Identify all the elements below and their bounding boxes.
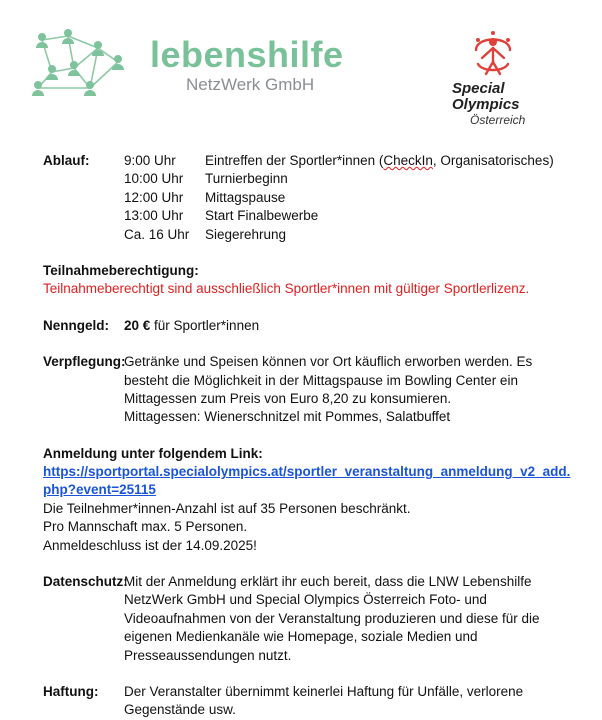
section-datenschutz xyxy=(43,573,563,665)
datenschutz-line: Videoaufnahmen von der Veranstaltung produzieren und diese für die xyxy=(124,610,540,626)
nenngeld-text: für Sportler*innen xyxy=(150,317,260,333)
so-title-line2: Olympics xyxy=(452,96,520,113)
datenschutz-line: Presseaussendungen nutzt. xyxy=(124,647,292,663)
special-olympics-logo-icon xyxy=(468,28,518,78)
schedule-item xyxy=(43,152,563,170)
datenschutz-line: NetzWerk GmbH und Special Olympics Österreich Foto- und xyxy=(124,592,487,608)
so-title-line1: Special xyxy=(452,80,505,97)
schedule-item xyxy=(43,170,563,188)
schedule-item xyxy=(43,207,563,225)
section-nenngeld xyxy=(43,317,563,335)
schedule-text-end: , Organisatorisches) xyxy=(432,153,554,168)
section-ablauf xyxy=(43,152,563,244)
nenngeld-amount: 20 € xyxy=(124,317,151,333)
datenschutz-label: Datenschutz: xyxy=(43,574,128,590)
teilnahme-text: Teilnahmeberechtigt sind ausschließlich Sportler*innen mit gültiger Sportlerlizenz. xyxy=(43,281,530,297)
haftung-label: Haftung: xyxy=(43,683,99,699)
schedule-text-spellmark: CheckIn xyxy=(383,153,433,168)
section-haftung xyxy=(43,683,563,720)
section-anmeldung xyxy=(43,445,571,555)
page-header xyxy=(0,0,602,140)
anmeldung-label: Anmeldung unter folgendem Link: xyxy=(43,445,263,461)
nenngeld-label: Nenngeld: xyxy=(43,317,109,333)
schedule-text: Start Finalbewerbe xyxy=(205,208,319,224)
anmeldung-line: Pro Mannschaft max. 5 Personen. xyxy=(43,519,248,535)
schedule-text: Siegerehrung xyxy=(205,226,287,242)
verpflegung-line: Mittagessen: Wienerschnitzel mit Pommes, Salatbuffet xyxy=(124,409,451,425)
schedule-time: 9:00 Uhr xyxy=(124,153,176,168)
anmeldung-line: Anmeldeschluss ist der 14.09.2025! xyxy=(43,537,257,553)
schedule-time: 10:00 Uhr xyxy=(124,171,184,187)
schedule-time: 12:00 Uhr xyxy=(124,189,184,205)
datenschutz-line: eigenen Medienkanäle wie Homepage, soziale Medien und xyxy=(124,629,478,645)
section-verpflegung xyxy=(43,353,563,427)
schedule-text: Eintreffen der Sportler*innen ( xyxy=(205,153,384,168)
org-subtitle: NetzWerk GmbH xyxy=(186,75,315,94)
document-body xyxy=(43,152,571,720)
network-people-logo-icon xyxy=(30,26,140,104)
teilnahme-label: Teilnahmeberechtigung: xyxy=(43,262,199,278)
verpflegung-line: Getränke und Speisen können vor Ort käuflich erworben werden. Es xyxy=(124,354,533,370)
verpflegung-line: Mittagessen zum Preis von Euro 8,20 zu konsumieren. xyxy=(124,390,452,406)
org-name: lebenshilfe xyxy=(150,34,344,75)
verpflegung-label: Verpflegung: xyxy=(43,354,126,370)
haftung-line: Der Veranstalter übernimmt keinerlei Haftung für Unfälle, verlorene xyxy=(124,683,524,699)
anmeldung-line: Die Teilnehmer*innen-Anzahl ist auf 35 Personen beschränkt. xyxy=(43,500,411,516)
schedule-item xyxy=(43,226,563,244)
schedule-text: Turnierbeginn xyxy=(205,171,288,187)
ablauf-label: Ablauf: xyxy=(43,153,90,168)
schedule-item xyxy=(43,189,563,207)
registration-link[interactable]: https://sportportal.specialolympics.at/sportler_veranstaltung_anmeldung_v2_add. xyxy=(43,464,571,480)
schedule-text: Mittagspause xyxy=(205,189,286,205)
haftung-line: Gegenstände usw. xyxy=(124,702,236,718)
schedule-time: Ca. 16 Uhr xyxy=(124,226,190,242)
so-country: Österreich xyxy=(470,113,526,127)
verpflegung-line: besteht die Möglichkeit in der Mittagspause im Bowling Center ein xyxy=(124,372,518,388)
datenschutz-line: Mit der Anmeldung erklärt ihr euch bereit, dass die LNW Lebenshilfe xyxy=(124,574,532,590)
section-teilnahme xyxy=(43,262,563,299)
schedule-time: 13:00 Uhr xyxy=(124,208,184,224)
registration-link-cont[interactable]: php?event=25115 xyxy=(43,482,156,498)
